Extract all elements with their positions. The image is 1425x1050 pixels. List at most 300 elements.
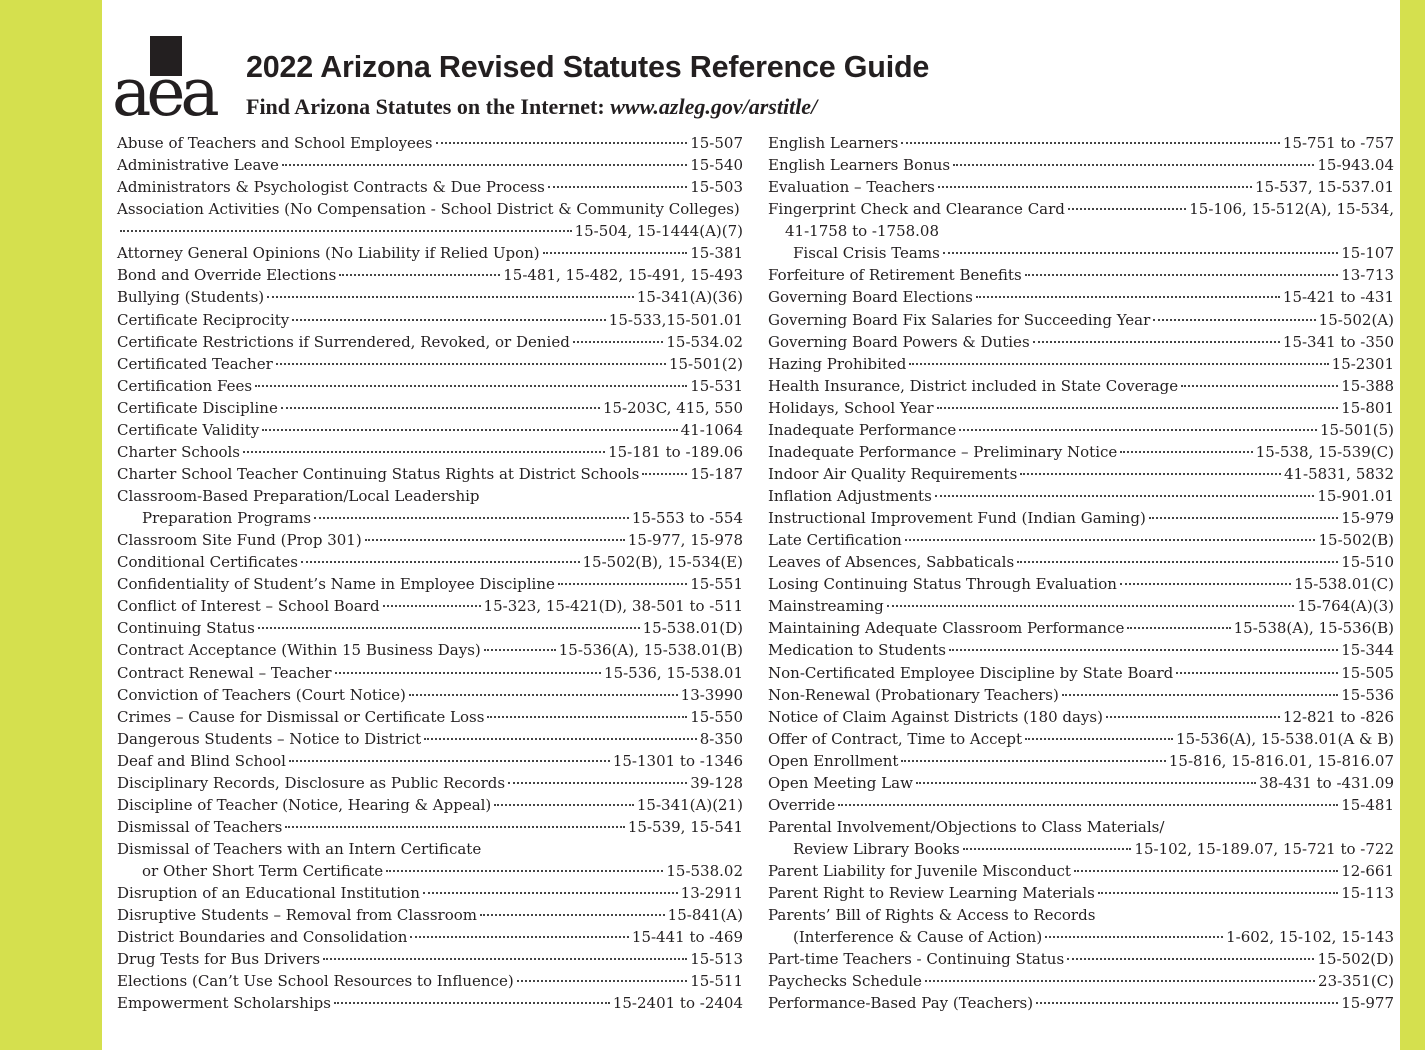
- dot-leader: [1120, 583, 1291, 585]
- entry-topic: Continuing Status: [117, 619, 255, 638]
- entry-topic: Bond and Override Elections: [117, 266, 337, 285]
- statute-entry: [117, 176, 743, 198]
- entry-topic: Preparation Programs: [142, 509, 312, 528]
- entry-topic: Parents’ Bill of Rights & Access to Records: [768, 906, 1096, 925]
- statute-entry: [768, 617, 1394, 639]
- dot-leader: [1017, 561, 1338, 563]
- statute-entry: [117, 198, 743, 220]
- entry-topic: Fingerprint Check and Clearance Card: [768, 200, 1065, 219]
- statute-entry: [117, 242, 743, 264]
- entry-reference: 15-503: [690, 178, 743, 197]
- statute-entry: [768, 198, 1394, 220]
- entry-reference: 15-551: [690, 575, 743, 594]
- logo-text: aea: [112, 54, 215, 118]
- entry-reference: 15-504, 15-1444(A)(7): [574, 222, 743, 241]
- entry-reference: 15-534.02: [666, 332, 743, 351]
- entry-topic: Performance-Based Pay (Teachers): [768, 994, 1034, 1013]
- statute-entry: [117, 904, 743, 926]
- entry-topic: Certification Fees: [117, 376, 253, 395]
- entry-reference: 15-538, 15-539(C): [1255, 442, 1394, 461]
- statute-entry: [768, 331, 1394, 353]
- statute-entry: [117, 419, 743, 441]
- entry-reference: 15-501(5): [1319, 420, 1394, 439]
- statute-entry: [117, 485, 743, 507]
- left-column: [117, 132, 743, 1015]
- dot-leader: [423, 892, 678, 894]
- statute-entry: [768, 970, 1394, 992]
- dot-leader: [887, 605, 1295, 607]
- entry-reference: 15-901.01: [1317, 487, 1394, 505]
- statute-entry: [117, 331, 743, 353]
- dot-leader: [1120, 451, 1252, 453]
- entry-reference: 15-841(A): [667, 906, 743, 925]
- statute-entry: [117, 838, 743, 860]
- dot-leader: [1074, 870, 1338, 872]
- statute-entry: [117, 639, 743, 661]
- statute-entry: [117, 970, 743, 992]
- dot-leader: [262, 429, 677, 431]
- statute-entry: [768, 992, 1394, 1014]
- statute-entry: [768, 684, 1394, 706]
- dot-leader: [573, 341, 664, 343]
- entry-reference: 38-431 to -431.09: [1259, 773, 1394, 792]
- entry-reference: 15-441 to -469: [631, 928, 743, 947]
- entry-topic: Inadequate Performance: [768, 420, 957, 439]
- statute-entry: [768, 860, 1394, 882]
- dot-leader: [314, 517, 629, 519]
- subtitle-prefix: Find Arizona Statutes on the Internet:: [246, 94, 605, 119]
- statute-entry: [768, 419, 1394, 441]
- dot-leader: [487, 716, 687, 718]
- statute-entry: [768, 507, 1394, 529]
- dot-leader: [494, 804, 634, 806]
- dot-leader: [963, 848, 1132, 850]
- reference-page: [102, 0, 1400, 1050]
- entry-topic: Elections (Can’t Use School Resources to Influence): [117, 972, 514, 991]
- entry-reference: 15-539, 15-541: [627, 817, 743, 836]
- entry-topic: Evaluation – Teachers: [768, 178, 935, 197]
- entry-reference: 15-2401 to -2404: [612, 994, 743, 1013]
- entry-reference: 15-344: [1341, 641, 1394, 660]
- entry-reference: 15-538.02: [666, 862, 743, 881]
- statute-entry: [768, 264, 1394, 286]
- statute-entry: [117, 573, 743, 595]
- right-column: [768, 132, 1394, 1015]
- dot-leader: [1176, 672, 1338, 674]
- statute-entry: [117, 132, 743, 154]
- entry-reference: 15-107: [1341, 244, 1394, 263]
- entry-topic: or Other Short Term Certificate: [142, 862, 384, 881]
- entry-reference: 15-513: [690, 950, 743, 969]
- entry-topic: Dangerous Students – Notice to District: [117, 729, 422, 748]
- statute-entry: [117, 286, 743, 308]
- entry-reference: 15-943.04: [1317, 156, 1394, 175]
- entry-topic: Late Certification: [768, 531, 902, 550]
- statute-entry: [768, 132, 1394, 154]
- entry-topic: Attorney General Opinions (No Liability if Relied Upon): [117, 244, 540, 263]
- entry-topic: Override: [768, 795, 836, 814]
- entry-reference: 15-538.01(C): [1294, 575, 1394, 594]
- dot-leader: [282, 164, 687, 166]
- entry-reference: 15-553 to -554: [631, 509, 743, 528]
- entry-topic: Parental Involvement/Objections to Class Materials/: [768, 817, 1165, 836]
- entry-topic: Inflation Adjustments: [768, 487, 932, 505]
- statute-entry: [768, 441, 1394, 463]
- entry-reference: 23-351(C): [1318, 972, 1394, 991]
- entry-topic: Governing Board Powers & Duties: [768, 332, 1030, 351]
- entry-reference: 15-505: [1341, 663, 1394, 682]
- entry-reference: 15-341(A)(36): [636, 288, 743, 307]
- entry-reference: 15-801: [1341, 398, 1394, 417]
- statute-entry: [117, 397, 743, 419]
- entry-topic: Notice of Claim Against Districts (180 days): [768, 707, 1103, 726]
- entry-reference: 12-821 to -826: [1282, 707, 1394, 726]
- entry-topic: District Boundaries and Consolidation: [117, 928, 408, 947]
- statute-entry: [768, 220, 1394, 242]
- dot-leader: [1062, 694, 1338, 696]
- statute-entry: [768, 838, 1394, 860]
- page-title: 2022 Arizona Revised Statutes Reference Guide: [246, 50, 930, 84]
- entry-reference: 41-1064: [680, 420, 743, 439]
- entry-reference: 15-979: [1341, 509, 1394, 528]
- aea-logo: [112, 36, 234, 118]
- statute-entry: [768, 242, 1394, 264]
- entry-topic: Conviction of Teachers (Court Notice): [117, 685, 406, 704]
- entry-reference: 15-388: [1341, 376, 1394, 395]
- statute-entry: [768, 882, 1394, 904]
- entry-topic: Certificate Restrictions if Surrendered, Revoked, or Denied: [117, 332, 570, 351]
- entry-topic: Conflict of Interest – School Board: [117, 597, 380, 616]
- dot-leader: [480, 914, 665, 916]
- entry-reference: 15-106, 15-512(A), 15-534,: [1189, 200, 1394, 219]
- dot-leader: [959, 429, 1317, 431]
- entry-topic: Charter Schools: [117, 442, 240, 461]
- entry-topic: Medication to Students: [768, 641, 946, 660]
- entry-topic: Mainstreaming: [768, 597, 884, 616]
- statute-entry: [117, 353, 743, 375]
- entry-reference: 15-550: [690, 707, 743, 726]
- entry-reference: 15-511: [690, 972, 743, 991]
- entry-topic: Parent Liability for Juvenile Misconduct: [768, 862, 1071, 881]
- entry-reference: 15-764(A)(3): [1297, 597, 1394, 616]
- entry-topic: Disruptive Students – Removal from Classroom: [117, 906, 477, 925]
- statute-entry: [768, 551, 1394, 573]
- dot-leader: [334, 1002, 610, 1004]
- statute-entry: [117, 551, 743, 573]
- dot-leader: [1020, 473, 1281, 475]
- entry-topic: Classroom Site Fund (Prop 301): [117, 531, 362, 550]
- entry-topic: Association Activities (No Compensation - School District & Community Colleges): [117, 200, 740, 219]
- dot-leader: [1067, 958, 1314, 960]
- entry-topic: Leaves of Absences, Sabbaticals: [768, 553, 1015, 572]
- entry-reference: 15-481: [1341, 795, 1394, 814]
- statute-entry: [117, 992, 743, 1014]
- statute-entry: [768, 728, 1394, 750]
- dot-leader: [1098, 892, 1338, 894]
- entry-reference: 13-3990: [680, 685, 743, 704]
- entry-topic: Conditional Certificates: [117, 553, 298, 572]
- dot-leader: [292, 319, 606, 321]
- entry-reference: 15-102, 15-189.07, 15-721 to -722: [1134, 840, 1394, 858]
- entry-reference: 15-187: [690, 464, 743, 483]
- entry-topic: Charter School Teacher Continuing Status Rights at District Schools: [117, 464, 640, 483]
- entry-reference: 15-537, 15-537.01: [1255, 178, 1394, 197]
- entry-topic: Losing Continuing Status Through Evaluation: [768, 575, 1117, 594]
- entry-topic: Crimes – Cause for Dismissal or Certificate Loss: [117, 707, 485, 726]
- entry-topic: Health Insurance, District included in State Coverage: [768, 376, 1179, 395]
- statute-entry: [768, 772, 1394, 794]
- statute-entry: [117, 154, 743, 176]
- entry-topic: Part-time Teachers - Continuing Status: [768, 950, 1065, 969]
- entry-topic: Administrative Leave: [117, 156, 279, 175]
- entry-topic: Parent Right to Review Learning Materials: [768, 884, 1095, 903]
- entry-reference: 15-501(2): [668, 354, 743, 373]
- entry-topic: Disciplinary Records, Disclosure as Public Records: [117, 773, 506, 792]
- dot-leader: [916, 782, 1256, 784]
- entry-topic: Hazing Prohibited: [768, 354, 907, 373]
- entry-reference: 15-536: [1341, 685, 1394, 704]
- dot-leader: [424, 738, 697, 740]
- entry-topic: Certificated Teacher: [117, 354, 273, 373]
- entry-topic: Dismissal of Teachers: [117, 817, 283, 836]
- dot-leader: [258, 627, 640, 629]
- dot-leader: [548, 186, 687, 188]
- statute-entry: [117, 309, 743, 331]
- entry-topic: Non-Renewal (Probationary Teachers): [768, 685, 1059, 704]
- entry-topic: Governing Board Fix Salaries for Succeeding Year: [768, 310, 1151, 329]
- entry-topic: Abuse of Teachers and School Employees: [117, 134, 433, 152]
- entry-reference: 15-507: [690, 134, 743, 152]
- entry-topic: Governing Board Elections: [768, 288, 973, 307]
- entry-reference: 39-128: [690, 773, 743, 792]
- dot-leader: [410, 936, 628, 938]
- entry-topic: Deaf and Blind School: [117, 751, 286, 770]
- entry-reference: 15-533,15-501.01: [608, 310, 743, 329]
- statute-entry: [117, 684, 743, 706]
- dot-leader: [905, 539, 1316, 541]
- entry-topic: (Interference & Cause of Action): [793, 928, 1043, 947]
- entry-reference: 15-502(A): [1318, 310, 1394, 329]
- dot-leader: [285, 826, 625, 828]
- entry-topic: Review Library Books: [793, 840, 960, 858]
- entry-topic: Dismissal of Teachers with an Intern Certificate: [117, 840, 482, 858]
- statute-entry: [117, 595, 743, 617]
- entry-topic: Maintaining Adequate Classroom Performance: [768, 619, 1125, 638]
- entry-topic: 41-1758 to -1758.08: [785, 222, 940, 241]
- entry-reference: 15-113: [1341, 884, 1394, 903]
- entry-reference: 15-502(B), 15-534(E): [582, 553, 743, 572]
- entry-reference: 15-381: [690, 244, 743, 263]
- dot-leader: [901, 142, 1280, 144]
- entry-reference: 15-816, 15-816.01, 15-816.07: [1168, 751, 1394, 770]
- statute-entry: [768, 529, 1394, 551]
- entry-reference: 15-341 to -350: [1282, 332, 1394, 351]
- dot-leader: [301, 561, 580, 563]
- statute-entry: [768, 816, 1394, 838]
- dot-leader: [383, 605, 481, 607]
- entry-reference: 15-1301 to -1346: [612, 751, 743, 770]
- dot-leader: [243, 451, 605, 453]
- entry-reference: 15-481, 15-482, 15-491, 15-493: [503, 266, 743, 285]
- dot-leader: [909, 363, 1328, 365]
- entry-topic: Confidentiality of Student’s Name in Employee Discipline: [117, 575, 555, 594]
- statute-entry: [768, 286, 1394, 308]
- statute-entry: [117, 220, 743, 242]
- entry-reference: 15-751 to -757: [1282, 134, 1394, 152]
- statute-entry: [117, 926, 743, 948]
- dot-leader: [642, 473, 687, 475]
- dot-leader: [1045, 936, 1223, 938]
- statute-entry: [768, 750, 1394, 772]
- dot-leader: [935, 495, 1315, 497]
- statute-entry: [768, 662, 1394, 684]
- entry-topic: Classroom-Based Preparation/Local Leadership: [117, 487, 480, 505]
- statute-entry: [117, 507, 743, 529]
- dot-leader: [281, 407, 600, 409]
- dot-leader: [1068, 208, 1186, 210]
- statute-entry: [117, 441, 743, 463]
- entry-topic: English Learners Bonus: [768, 156, 951, 175]
- statute-entry: [117, 948, 743, 970]
- statute-entry: [117, 728, 743, 750]
- entry-reference: 15-502(B): [1318, 531, 1394, 550]
- dot-leader: [386, 870, 663, 872]
- statute-entry: [768, 904, 1394, 926]
- entry-reference: 15-538(A), 15-536(B): [1233, 619, 1394, 638]
- statute-entry: [117, 463, 743, 485]
- statute-entry: [117, 816, 743, 838]
- entry-topic: Forfeiture of Retirement Benefits: [768, 266, 1022, 285]
- dot-leader: [543, 252, 688, 254]
- entry-reference: 15-203C, 415, 550: [602, 398, 743, 417]
- entry-topic: Certificate Reciprocity: [117, 310, 290, 329]
- entry-reference: 41-5831, 5832: [1283, 464, 1394, 483]
- statute-entry: [117, 264, 743, 286]
- dot-leader: [953, 164, 1314, 166]
- dot-leader: [339, 274, 500, 276]
- statute-entry: [768, 639, 1394, 661]
- dot-leader: [943, 252, 1338, 254]
- entry-reference: 15-421 to -431: [1282, 288, 1394, 307]
- statute-entry: [117, 860, 743, 882]
- dot-leader: [558, 583, 687, 585]
- statute-entry: [117, 375, 743, 397]
- entry-reference: 13-2911: [680, 884, 743, 903]
- statute-entry: [768, 463, 1394, 485]
- dot-leader: [1181, 385, 1338, 387]
- statute-entry: [768, 176, 1394, 198]
- dot-leader: [1033, 341, 1280, 343]
- entry-reference: 15-538.01(D): [642, 619, 743, 638]
- dot-leader: [976, 296, 1280, 298]
- dot-leader: [1036, 1002, 1338, 1004]
- entry-reference: 15-2301: [1331, 354, 1394, 373]
- entry-topic: Instructional Improvement Fund (Indian Gaming): [768, 509, 1146, 528]
- dot-leader: [276, 363, 666, 365]
- statute-entry: [768, 948, 1394, 970]
- dot-leader: [289, 760, 610, 762]
- statute-entry: [768, 485, 1394, 507]
- entry-topic: Administrators & Psychologist Contracts & Due Process: [117, 178, 545, 197]
- entry-reference: 8-350: [699, 729, 743, 748]
- entry-reference: 15-536(A), 15-538.01(B): [558, 641, 743, 660]
- entry-reference: 15-502(D): [1317, 950, 1394, 969]
- statute-entry: [768, 154, 1394, 176]
- entry-reference: 13-713: [1341, 266, 1394, 285]
- page-subtitle: [246, 94, 817, 120]
- entry-reference: 12-661: [1341, 862, 1394, 881]
- entry-reference: 1-602, 15-102, 15-143: [1226, 928, 1394, 947]
- entry-topic: Paychecks Schedule: [768, 972, 922, 991]
- dot-leader: [1025, 738, 1173, 740]
- entry-reference: 15-536, 15-538.01: [604, 663, 743, 682]
- entry-topic: Non-Certificated Employee Discipline by State Board: [768, 663, 1174, 682]
- entry-topic: Disruption of an Educational Institution: [117, 884, 420, 903]
- dot-leader: [267, 296, 634, 298]
- statute-entry: [768, 397, 1394, 419]
- dot-leader: [937, 407, 1339, 409]
- dot-leader: [1127, 627, 1230, 629]
- statute-entry: [117, 529, 743, 551]
- entry-topic: Fiscal Crisis Teams: [793, 244, 940, 263]
- statute-entry: [768, 309, 1394, 331]
- dot-leader: [335, 672, 601, 674]
- entry-reference: 15-977: [1341, 994, 1394, 1013]
- statute-entry: [768, 573, 1394, 595]
- dot-leader: [1149, 517, 1338, 519]
- entry-reference: 15-510: [1341, 553, 1394, 572]
- statute-entry: [117, 617, 743, 639]
- dot-leader: [484, 649, 556, 651]
- entry-topic: Discipline of Teacher (Notice, Hearing & Appeal): [117, 795, 492, 814]
- entry-topic: Inadequate Performance – Preliminary Notice: [768, 442, 1118, 461]
- dot-leader: [323, 958, 687, 960]
- statute-entry: [117, 882, 743, 904]
- entry-topic: Offer of Contract, Time to Accept: [768, 729, 1023, 748]
- statutes-url: www.azleg.gov/arstitle/: [610, 94, 818, 119]
- entry-topic: Contract Renewal – Teacher: [117, 663, 332, 682]
- dot-leader: [436, 142, 688, 144]
- dot-leader: [1153, 319, 1315, 321]
- entry-reference: 15-341(A)(21): [636, 795, 743, 814]
- dot-leader: [949, 649, 1338, 651]
- dot-leader: [901, 760, 1165, 762]
- dot-leader: [838, 804, 1338, 806]
- statute-entry: [768, 706, 1394, 728]
- statute-entry: [117, 706, 743, 728]
- dot-leader: [517, 980, 688, 982]
- entry-topic: Open Enrollment: [768, 751, 899, 770]
- dot-leader: [508, 782, 687, 784]
- entry-reference: 15-531: [690, 376, 743, 395]
- entry-topic: Contract Acceptance (Within 15 Business Days): [117, 641, 481, 660]
- entry-topic: Bullying (Students): [117, 288, 265, 307]
- dot-leader: [255, 385, 687, 387]
- statute-entry: [768, 926, 1394, 948]
- entry-topic: Open Meeting Law: [768, 773, 913, 792]
- statute-entry: [117, 772, 743, 794]
- entry-topic: English Learners: [768, 134, 899, 152]
- statute-entry: [117, 662, 743, 684]
- dot-leader: [120, 230, 572, 232]
- statute-entry: [768, 595, 1394, 617]
- entry-reference: 15-540: [690, 156, 743, 175]
- entry-topic: Holidays, School Year: [768, 398, 934, 417]
- entry-reference: 15-323, 15-421(D), 38-501 to -511: [483, 597, 743, 616]
- dot-leader: [1106, 716, 1280, 718]
- entry-topic: Indoor Air Quality Requirements: [768, 464, 1018, 483]
- dot-leader: [409, 694, 678, 696]
